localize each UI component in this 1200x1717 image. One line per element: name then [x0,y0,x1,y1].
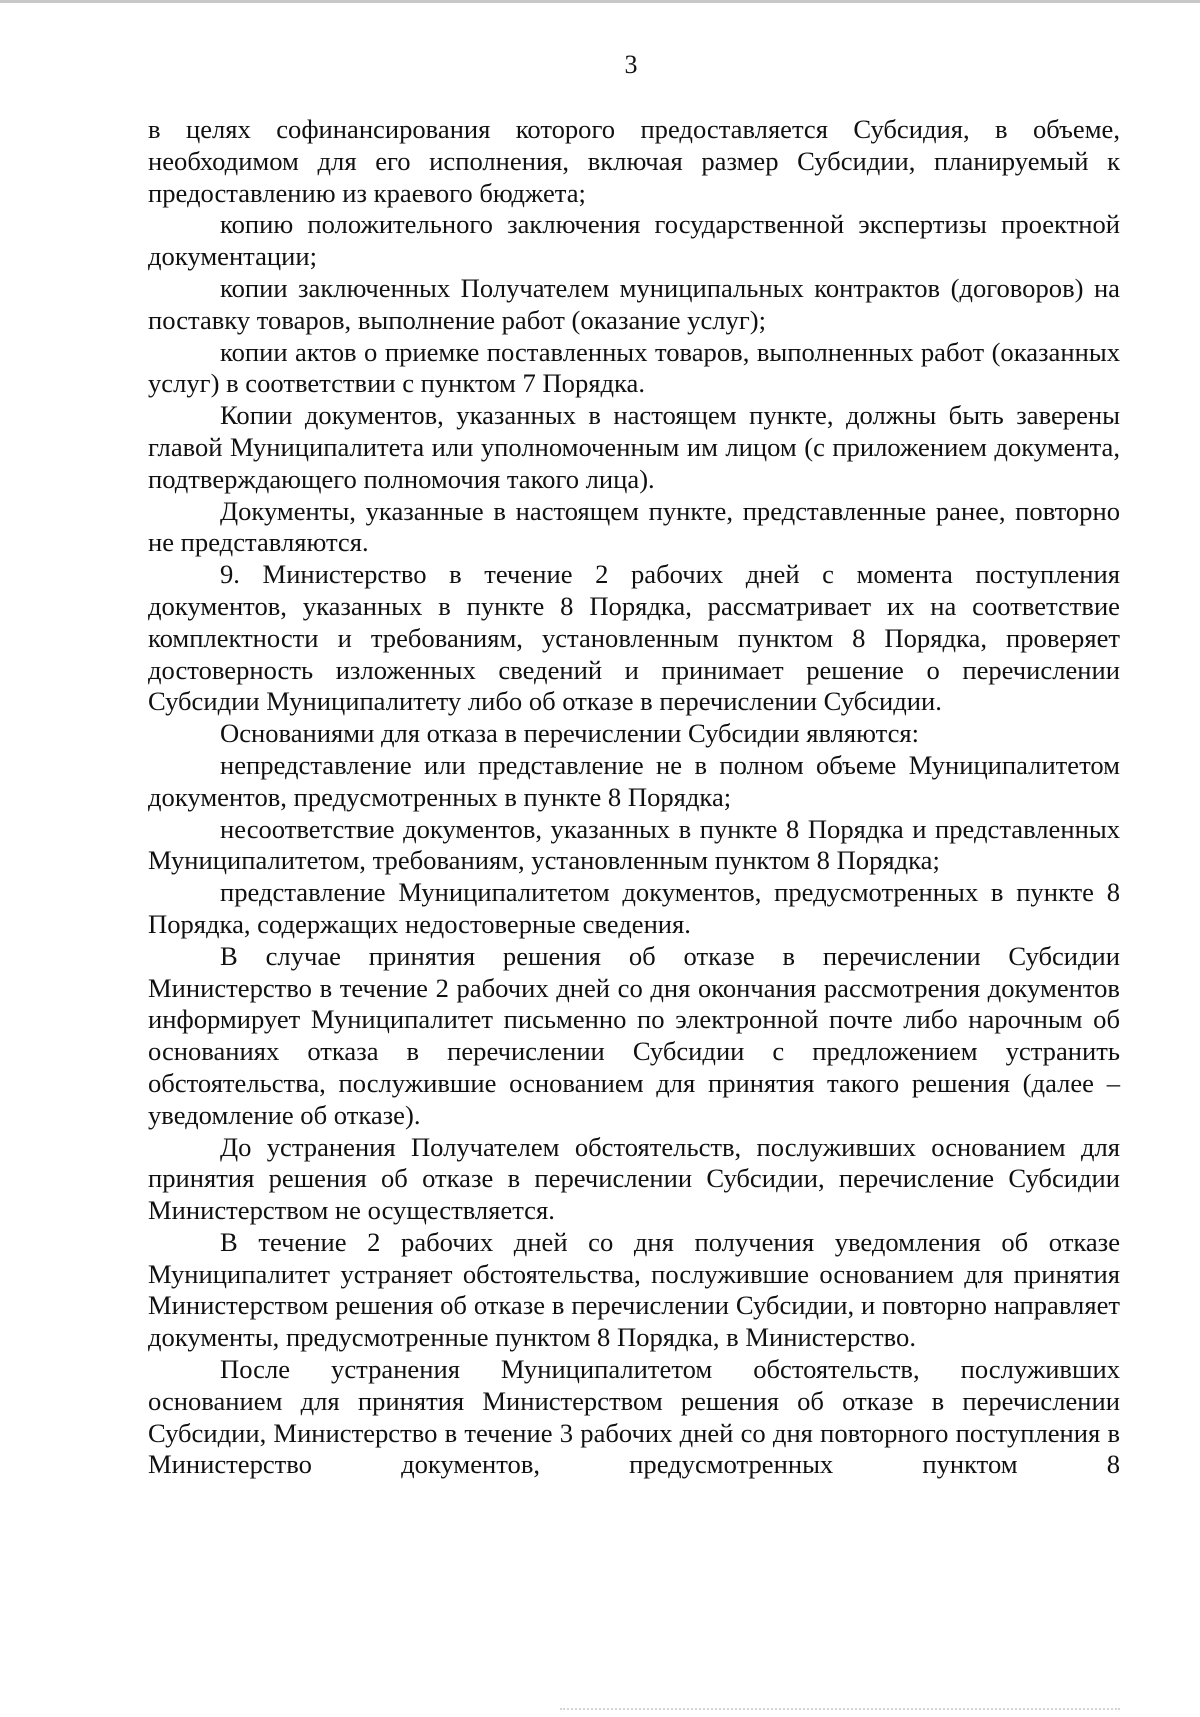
page-number: 3 [624,50,638,79]
paragraph-elimination-deadline: В течение 2 рабочих дней со дня получения уведомления об отказе Муниципалитет устраняет обстоятельства, послужившие основанием для принятия Министерством решения об отказе в перечислении Субсидии, и повторно направляет документы, предусмотренные пунктом 8 Порядка, в Министерство. [148,1226,1120,1353]
paragraph-acceptance-acts: копии актов о приемке поставленных товаров, выполненных работ (оказанных услуг) в соответствии с пунктом 7 Порядка. [148,336,1120,399]
paragraph-not-resubmitted: Документы, указанные в настоящем пункте, представленные ранее, повторно не представляются. [148,495,1120,558]
scan-edge-top [0,0,1200,3]
paragraph-item-9: 9. Министерство в течение 2 рабочих дней с момента поступления документов, указанных в пункте 8 Порядка, рассматривает их на соответствие комплектности и требованиям, установленным пунктом 8 Порядка, проверяет достоверность изложенных сведений и принимает решение о перечислении Субсидии Муниципалитету либо об отказе в перечислении Субсидии. [148,559,1120,717]
paragraph-ground-3: представление Муниципалитетом документов, предусмотренных в пункте 8 Порядка, содержащих недостоверные сведения. [148,877,1120,939]
paragraph-certification: Копии документов, указанных в настоящем пункте, должны быть заверены главой Муниципалитета или уполномоченным им лицом (с приложением документа, подтверждающего полномочия такого лица). [148,400,1120,494]
paragraph-refusal-grounds: Основаниями для отказа в перечислении Субсидии являются: [220,718,920,749]
paragraph-until-eliminated: До устранения Получателем обстоятельств, послуживших основанием для принятия решения об отказе в перечислении Субсидии, перечисление Субсидии Министерством не осуществляется. [148,1131,1120,1226]
paragraph-after-elimination: После устранения Муниципалитетом обстоятельств, послуживших основанием для принятия Министерством решения об отказе в перечислении Субсидии, Министерство в течение 3 рабочих дней со дня повторного поступления в Министерство документов, предусмотренных пунктом 8 [148,1354,1120,1480]
scan-edge-bottom [560,1708,1120,1712]
paragraph-contracts-copies: копии заключенных Получателем муниципальных контрактов (договоров) на поставку товаров, выполнение работ (оказание услуг); [148,272,1120,335]
paragraph-ground-2: несоответствие документов, указанных в пункте 8 Порядка и представленных Муниципалитетом, требованиям, установленным пунктом 8 Порядка; [148,813,1120,876]
paragraph-expertise-copy: копию положительного заключения государственной экспертизы проектной документации; [148,209,1120,272]
paragraph-refusal-notice: В случае принятия решения об отказе в перечислении Субсидии Министерство в течение 2 рабочих дней со дня окончания рассмотрения документов информирует Муниципалитет письменно по электронной почте либо нарочным об основаниях отказа в перечислении Субсидии с предложением устранить обстоятельства, послужившие основанием для принятия такого решения (далее – уведомление об отказе). [148,940,1120,1130]
document-body [148,114,1120,1481]
paragraph-continuation: в целях софинансирования которого предоставляется Субсидия, в объеме, необходимом для его исполнения, включая размер Субсидии, планируемый к предоставлению из краевого бюджета; [148,114,1120,208]
paragraph-ground-1: непредставление или представление не в полном объеме Муниципалитетом документов, предусмотренных в пункте 8 Порядка; [148,749,1120,812]
